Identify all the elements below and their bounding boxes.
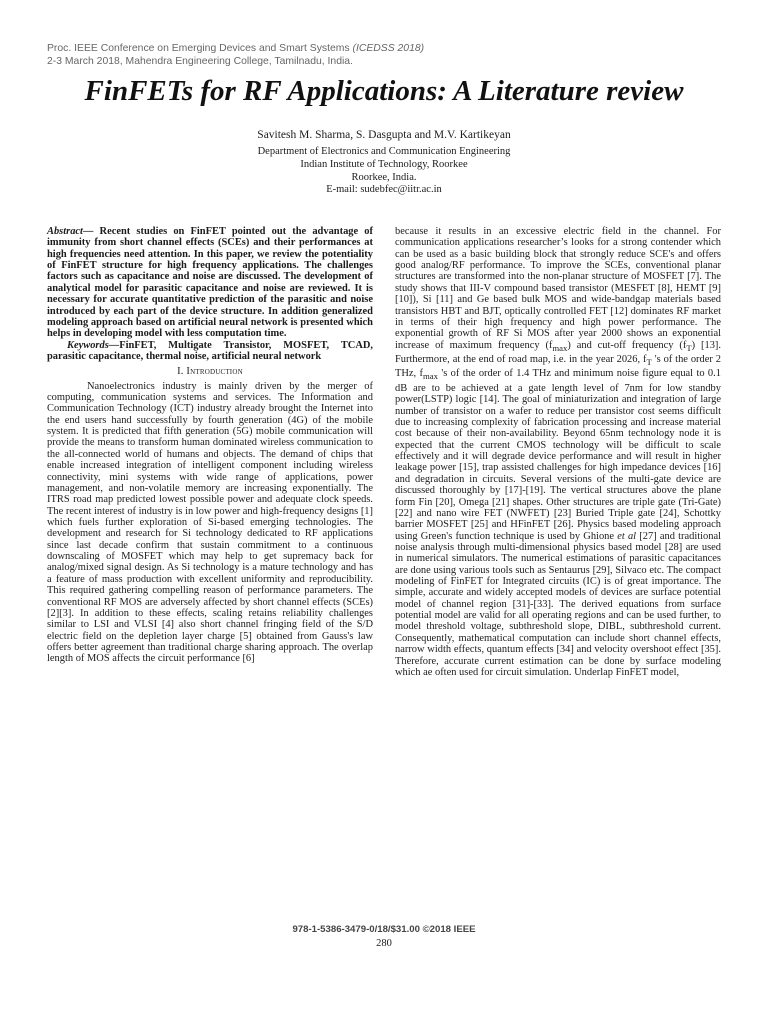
subscript-t: T <box>646 357 652 368</box>
keywords-text: FinFET, Multigate Transistor, MOSFET, TCAD, parasitic capacitance, thermal noise, artificial neural network <box>47 339 373 362</box>
abstract <box>47 226 373 340</box>
conference-info <box>47 42 727 68</box>
text-run: [27] and traditional noise analysis through multi-dimensional physics based model [28] are used in numerical simulators. The numerical estimations of parasitic capacitances are done using various tools such as Sentaurus [29], Silvaco etc. The compact modeling of FinFET for Integrated circuits (IC) is of great importance. The simple, accurate and widely accepted models of devices are surface potential model of channel region [31]-[33]. The derived equations from surface potential model are valid for all operating regions and can be used further, to model threshold voltage, subthreshold slope, DIBL, subthreshold current. Consequently, mathematical computation can include short channel effects, narrow width effects, quantum effects [34] and velocity overshoot effect [35]. Therefore, accurate current estimation can be done by surface modeling which ae often used for circuit simulation. Underlap FinFET model, <box>395 530 722 678</box>
affiliation-email[interactable]: E-mail: sudebfec@iitr.ac.in <box>326 184 442 196</box>
text-run: 's of the order of 1.4 THz and minimum noise figure equal to 0.1 dB are to be achieved at a gate length level of 7nm for low standby power(LSTP) logic [14]. The goal of miniaturization and integration of large number of transistor on a wafer to reduce per transistor cost seems difficult due to increasing complexity of fabrication processing and increase material cost because of their non-availability. Beyond 65nm technology node it is expected that the current CMOS technology will be difficult to scale effectively and it will degrade device performance and will result in higher leakage power [15], trap assisted challenges for high impedance devices [16] and degradation in circuits. Several versions of the multi-gate device are discussed thoroughly by [17]-[19]. The vertical structures above the plane form Fin [20], Omega [21] shapes. Other structures are triple gate (Tri-Gate) [22] and nano wire FET (NWFET) [23] Buried Triple gate [24], Schottky barrier MOSFET [25] and HFinFET [26]. Physics based modeling approach using Green's function technique is used by Ghione <box>395 368 721 542</box>
right-column-paragraph <box>395 226 721 678</box>
keywords-label: Keywords— <box>67 339 120 351</box>
affiliation-block <box>0 146 768 197</box>
abstract-text: Recent studies on FinFET pointed out the advantage of immunity from short channel effects (SCEs) and their performances at high frequencies need attention. In this paper, we review the potentiality of FinFET structure for high frequency applications. The challenges factors such as capacitance and noise are discussed. The development of analytical model for parasitic capacitance and noise are reviewed. It is necessary for accurate quantitative prediction of the parasitic and noise introduced by each part of the device structure. In addition generalized modeling approach based on artificial neural network is presented which helps in developing model with less computation time. <box>47 226 373 340</box>
copyright-footer: 978-1-5386-3479-0/18/$31.00 ©2018 IEEE <box>292 924 476 935</box>
paper-authors: Savitesh M. Sharma, S. Dasgupta and M.V. Kartikeyan <box>257 129 511 141</box>
introduction-paragraph: Nanoelectronics industry is mainly driven by the merger of computing, communication systems and services. The Information and Communication Technology (ICT) industry already brought the Internet into the end users hand successfully by fourth generation (4G) of the mobile system. It is predicted that fifth generation (5G) mobile communication will provide the means to transform human dominated wireless communication to the all-connected world of humans and objects. The demand of chips that enable increased integration of intelligent component including wireless connectivity, mini systems with wide range of applications, power management, and non-volatile memory are increasing exponentially. The ITRS road map predicted lowest possible power and adequate clock speeds. The recent interest of industry is in low power and high-frequency designs [1] which fuels further exploration of Si-based emerging technologies. The development and research for Si technology dedicated to RF applications since last decade confirm that sustain commitment to a continuous downscaling of MOSFET which may help to get supremacy back for analog/mixed signal design. As Si technology is a mature technology and has a feature of mass production with excellent uniformity and reproducibility. This required gathering compelling reason of performance parameters. The conventional RF MOS are adversely affected by short channel effects (SCEs) [2][3]. In addition to these effects, scaling retains reliability challenges similar to LSI and VLSI [4] also short channel fringing field of the S/D electric field on the depletion layer charge [5] obtained from Gauss's law offers better agreement than traditional charge sharing approach. The overlap length of MOS affects the circuit performance [6] <box>47 380 373 665</box>
left-column <box>47 226 373 665</box>
italic-et-al: et al <box>617 530 637 542</box>
affiliation-department: Department of Electronics and Communication Engineering <box>257 146 511 157</box>
text-run: ) [13]. Furthermore, at the end of road map, i.e. in the year 2026, f <box>395 339 721 366</box>
text-run: 's of the order 2 THz, f <box>395 354 721 380</box>
affiliation-location: Roorkee, India. <box>351 171 417 183</box>
text-run: because it results in an excessive electric field in the channel. For communication applications researcher’s looks for a strong contender which can be used as a basic building block that strongly reduce SCE's and offers good analog/RF performance. To improve the SCEs, conventional planar structures are transformed into the non-planar structure of MOSFET [7]. The study shows that III-V compound based transistor (MESFET [8], HEMT [9][10]), Si [11] and Ge based bulk MOS and wide-bandgap materials based transistors HBT and BJT, optically controlled FET [12] dominates RF market in terms of their high frequency and high power performance. The exponential growth of RF Si MOS after year 2000 shows an exponential increase of maximum frequency (f <box>395 226 721 351</box>
conference-line-1 <box>47 42 727 55</box>
right-column <box>395 226 721 678</box>
affiliation-institute: Indian Institute of Technology, Roorkee <box>300 158 468 170</box>
paper-title: FinFETs for RF Applications: A Literature review <box>84 75 684 107</box>
text-run: ) and cut-off frequency (f <box>567 339 687 351</box>
subscript-max: max <box>423 371 438 382</box>
conference-acronym: (ICEDSS 2018) <box>352 43 425 54</box>
keywords <box>47 340 373 363</box>
page-number: 280 <box>376 938 392 949</box>
conference-name: Proc. IEEE Conference on Emerging Devices and Smart Systems <box>47 43 353 54</box>
section-heading-introduction: I. Introduction <box>177 366 243 378</box>
abstract-label: Abstract— <box>47 226 94 237</box>
conference-line-2: 2-3 March 2018, Mahendra Engineering College, Tamilnadu, India. <box>47 56 353 67</box>
subscript-t: T <box>686 342 692 353</box>
subscript-max: max <box>552 342 568 353</box>
